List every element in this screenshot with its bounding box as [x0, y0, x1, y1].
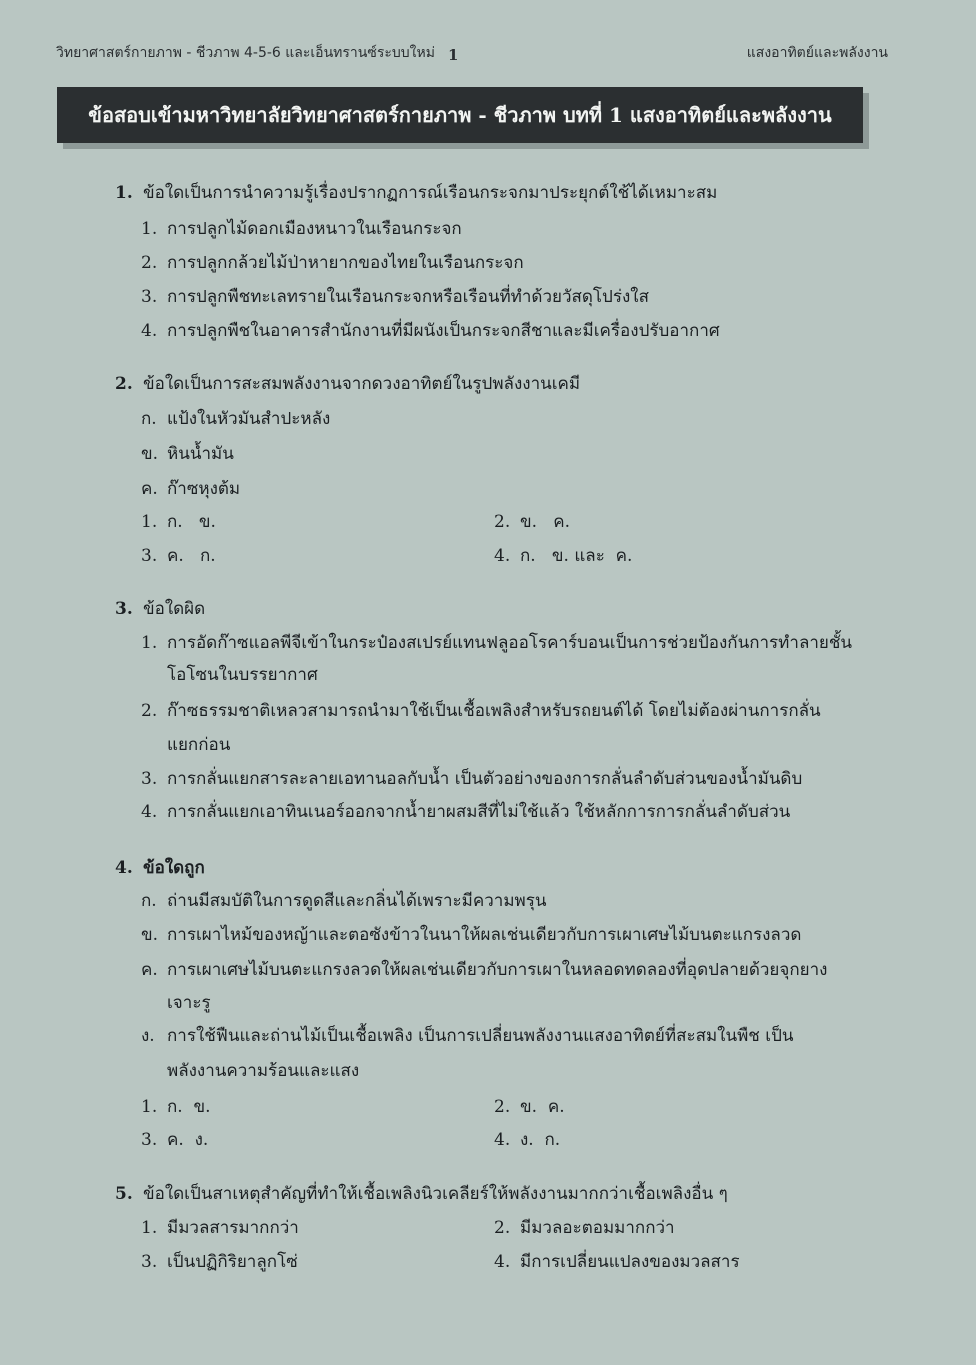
- option-continuation: โอโซนในบรรยากาศ: [167, 665, 318, 685]
- question-text: ข้อใดเป็นสาเหตุสำคัญที่ทำให้เชื้อเพลิงนิวเคลียร์ให้พลังงานมากกว่าเชื้อเพลิงอื่น ๆ: [143, 1184, 728, 1204]
- exam-title-bar: [57, 87, 863, 143]
- question-number: 3.: [115, 599, 133, 619]
- statement: ก. แป้งในหัวมันสำปะหลัง: [141, 409, 331, 429]
- option: 4. การปลูกพืชในอาคารสำนักงานที่มีผนังเป็นกระจกสีชาและมีเครื่องปรับอากาศ: [141, 321, 720, 341]
- option: 4. การกลั่นแยกเอาทินเนอร์ออกจากน้ำยาผสมสีที่ไม่ใช้แล้ว ใช้หลักการการกลั่นลำดับส่วน: [141, 802, 791, 822]
- question-4-stem: [115, 856, 205, 880]
- question-2-stem: [115, 372, 580, 396]
- option: 3. การกลั่นแยกสารละลายเอทานอลกับน้ำ เป็นตัวอย่างของการกลั่นลำดับส่วนของน้ำมันดิบ: [141, 769, 803, 789]
- question-1-stem: [115, 181, 717, 205]
- choice: 3. เป็นปฏิกิริยาลูกโซ่: [141, 1252, 298, 1272]
- question-number: 1.: [115, 183, 133, 203]
- choice: 4. ก. ข. และ ค.: [494, 546, 633, 566]
- statement: ข. หินน้ำมัน: [141, 444, 234, 464]
- statement: ค. ก๊าซหุงต้ม: [141, 479, 241, 499]
- choice: 2. ข. ค.: [494, 1097, 565, 1117]
- statement: ก. ถ่านมีสมบัติในการดูดสีและกลิ่นได้เพราะมีความพรุน: [141, 891, 547, 911]
- question-number: 2.: [115, 374, 133, 394]
- page-header: [56, 42, 888, 66]
- option-continuation: แยกก่อน: [167, 735, 231, 755]
- choice: 2. ข. ค.: [494, 512, 571, 532]
- statement: ง. การใช้ฟืนและถ่านไม้เป็นเชื้อเพลิง เป็นการเปลี่ยนพลังงานแสงอาทิตย์ที่สะสมในพืช เป็น: [141, 1026, 794, 1046]
- statement-continuation: เจาะรู: [167, 993, 211, 1013]
- question-3-stem: [115, 597, 205, 621]
- choice: 1. มีมวลสารมากกว่า: [141, 1218, 299, 1238]
- choice: 4. มีการเปลี่ยนแปลงของมวลสาร: [494, 1252, 740, 1272]
- page-number: 1: [448, 46, 459, 64]
- choice: 1. ก. ข.: [141, 1097, 211, 1117]
- header-chapter: แสงอาทิตย์และพลังงาน: [746, 45, 888, 61]
- question-number: 4.: [115, 858, 133, 878]
- option: 2. ก๊าซธรรมชาติเหลวสามารถนำมาใช้เป็นเชื้อเพลิงสำหรับรถยนต์ได้ โดยไม่ต้องผ่านการกลั่น: [141, 701, 821, 721]
- statement: ค. การเผาเศษไม้บนตะแกรงลวดให้ผลเช่นเดียวกับการเผาในหลอดทดลองที่อุดปลายด้วยจุกยาง: [141, 960, 828, 980]
- statement-continuation: พลังงานความร้อนและแสง: [167, 1061, 360, 1081]
- statement: ข. การเผาไหม้ของหญ้าและตอซังข้าวในนาให้ผลเช่นเดียวกับการเผาเศษไม้บนตะแกรงลวด: [141, 925, 802, 945]
- choice: 2. มีมวลอะตอมมากกว่า: [494, 1218, 675, 1238]
- question-5-stem: [115, 1182, 728, 1206]
- option: 1. การอัดก๊าซแอลพีจีเข้าในกระป๋องสเปรย์แทนฟลูออโรคาร์บอนเป็นการช่วยป้องกันการทำลายชั้น: [141, 633, 853, 653]
- header-book-title: วิทยาศาสตร์กายภาพ - ชีวภาพ 4-5-6 และเอ็นทรานซ์ระบบใหม่: [56, 45, 435, 61]
- question-text: ข้อใดผิด: [143, 599, 206, 619]
- question-number: 5.: [115, 1184, 133, 1204]
- option: 3. การปลูกพืชทะเลทรายในเรือนกระจกหรือเรือนที่ทำด้วยวัสดุโปร่งใส: [141, 287, 649, 307]
- exam-title: ข้อสอบเข้ามหาวิทยาลัยวิทยาศาสตร์กายภาพ - ชีวภาพ บทที่ 1 แสงอาทิตย์และพลังงาน: [88, 103, 832, 127]
- choice: 3. ค. ง.: [141, 1130, 209, 1150]
- option: 1. การปลูกไม้ดอกเมืองหนาวในเรือนกระจก: [141, 219, 462, 239]
- choice: 1. ก. ข.: [141, 512, 216, 532]
- question-text: ข้อใดเป็นการนำความรู้เรื่องปรากฏการณ์เรือนกระจกมาประยุกต์ใช้ได้เหมาะสม: [143, 183, 718, 203]
- option: 2. การปลูกกล้วยไม้ป่าหายากของไทยในเรือนกระจก: [141, 253, 524, 273]
- question-text: ข้อใดเป็นการสะสมพลังงานจากดวงอาทิตย์ในรูปพลังงานเคมี: [143, 374, 581, 394]
- choice: 4. ง. ก.: [494, 1130, 561, 1150]
- choice: 3. ค. ก.: [141, 546, 216, 566]
- question-text: ข้อใดถูก: [143, 858, 205, 878]
